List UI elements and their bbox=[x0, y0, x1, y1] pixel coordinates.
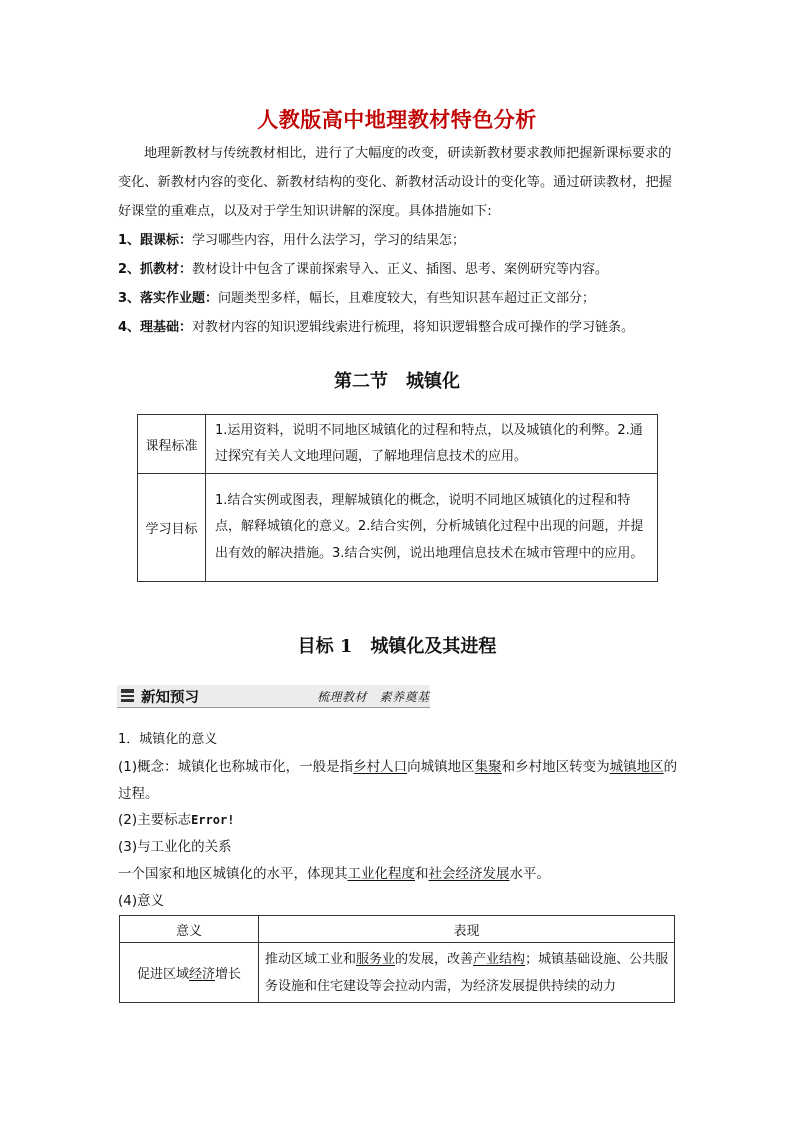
cell-text: 促进区域 bbox=[136, 967, 189, 982]
table-header-row bbox=[120, 916, 675, 943]
relation-part: 和 bbox=[415, 866, 429, 882]
concept-underline: 乡村人口 bbox=[353, 759, 408, 775]
measure-item-4 bbox=[118, 318, 688, 338]
header-cell: 意义 bbox=[120, 916, 259, 943]
objectives-label: 学习目标 bbox=[138, 474, 206, 582]
cell-text: 推动区域工业和 bbox=[265, 951, 357, 967]
menu-bars-icon bbox=[121, 689, 134, 702]
cell-text: 增长 bbox=[215, 967, 242, 982]
banner-slogan: 梳理教材 素养奠基 bbox=[317, 690, 430, 704]
meaning-label-cell bbox=[120, 943, 259, 1003]
standards-text: 1.运用资料，说明不同地区城镇化的过程和特点，以及城镇化的利弊。2.通过探究有关人文地理问题，了解地理信息技术的应用。 bbox=[206, 415, 658, 474]
measure-item-3 bbox=[118, 289, 688, 309]
goal-title: 目标 1 城镇化及其进程 bbox=[297, 636, 497, 657]
relation-text bbox=[118, 862, 550, 882]
preview-banner bbox=[117, 685, 430, 708]
concept-text: 向城镇地区 bbox=[407, 759, 475, 775]
concept-text: (1)概念：城镇化也称城市化，一般是指 bbox=[118, 759, 354, 775]
cell-underline: 服务业 bbox=[356, 951, 396, 967]
concept-text: 的过程。 bbox=[118, 759, 678, 802]
relation-underline: 社会经济发展 bbox=[428, 866, 510, 882]
marker-error: Error! bbox=[191, 813, 235, 827]
cell-underline: 经济 bbox=[188, 967, 215, 982]
objectives-text: 1.结合实例或图表，理解城镇化的概念，说明不同地区城镇化的过程和特点，解释城镇化的意义。2.结合实例，分析城镇化过程中出现的问题，并提出有效的解决措施。3.结合实例，说出地理信息技术在城市管理中的应用。 bbox=[206, 474, 658, 582]
marker-line bbox=[118, 808, 234, 828]
header-cell: 表现 bbox=[259, 916, 675, 943]
measure-item-1 bbox=[118, 231, 688, 251]
table-row bbox=[138, 474, 658, 582]
cell-underline: 产业结构 bbox=[473, 951, 526, 967]
meaning-table bbox=[119, 915, 675, 1003]
measure-label: 3、落实作业题： bbox=[118, 291, 219, 306]
document-title: 人教版高中地理教材特色分析 bbox=[257, 108, 537, 132]
relation-underline: 工业化程度 bbox=[347, 866, 415, 882]
banner-label: 新知预习 bbox=[141, 690, 199, 706]
table-row bbox=[138, 415, 658, 474]
meaning-text-cell bbox=[259, 943, 675, 1003]
intro-paragraph bbox=[118, 139, 678, 226]
measure-text: 对教材内容的知识逻辑线索进行梳理，将知识逻辑整合成可操作的学习链条。 bbox=[192, 320, 635, 335]
cell-text: 的发展，改善 bbox=[395, 951, 474, 967]
concept-underline: 城镇地区 bbox=[609, 759, 664, 775]
measure-item-2 bbox=[118, 260, 688, 280]
measure-text: 问题类型多样，幅长，且难度较大，有些知识甚车超过正文部分； bbox=[218, 291, 596, 306]
section-title: 第二节 城镇化 bbox=[334, 371, 460, 392]
measure-label: 1、跟课标： bbox=[118, 233, 193, 248]
intro-text: 地理新教材与传统教材相比，进行了大幅度的改变，研读新教材要求教师把握新课标要求的变化、新教材内容的变化、新教材结构的变化、新教材活动设计的变化等。通过研读教材，把握好课堂的重难点，以及对于学生知识讲解的深度。具体措施如下: bbox=[118, 146, 672, 219]
relation-part: 一个国家和地区城镇化的水平，体现其 bbox=[118, 866, 348, 882]
relation-heading: (3)与工业化的关系 bbox=[118, 839, 232, 855]
concept-text: 和乡村地区转变为 bbox=[501, 759, 610, 775]
relation-part: 水平。 bbox=[509, 866, 550, 882]
measure-text: 学习哪些内容，用什么法学习，学习的结果怎； bbox=[192, 233, 466, 248]
marker-label: (2)主要标志 bbox=[118, 812, 192, 828]
concept-paragraph bbox=[118, 754, 678, 808]
measure-label: 2、抓教材： bbox=[118, 262, 193, 277]
standards-label: 课程标准 bbox=[138, 415, 206, 474]
concept-underline: 集聚 bbox=[474, 759, 502, 775]
measure-text: 教材设计中包含了课前探索导入、正义、插图、思考、案例研究等内容。 bbox=[192, 262, 609, 277]
meaning-heading: (4)意义 bbox=[118, 893, 165, 909]
standards-table bbox=[137, 414, 658, 582]
table-row bbox=[120, 943, 675, 1003]
measure-label: 4、理基础： bbox=[118, 320, 193, 335]
content-heading: 1．城镇化的意义 bbox=[118, 732, 218, 747]
cell-text: ；城镇基础设施、公共服务设施和住宅建设等会拉动内需，为经济发展提供持续的动力 bbox=[265, 951, 669, 994]
